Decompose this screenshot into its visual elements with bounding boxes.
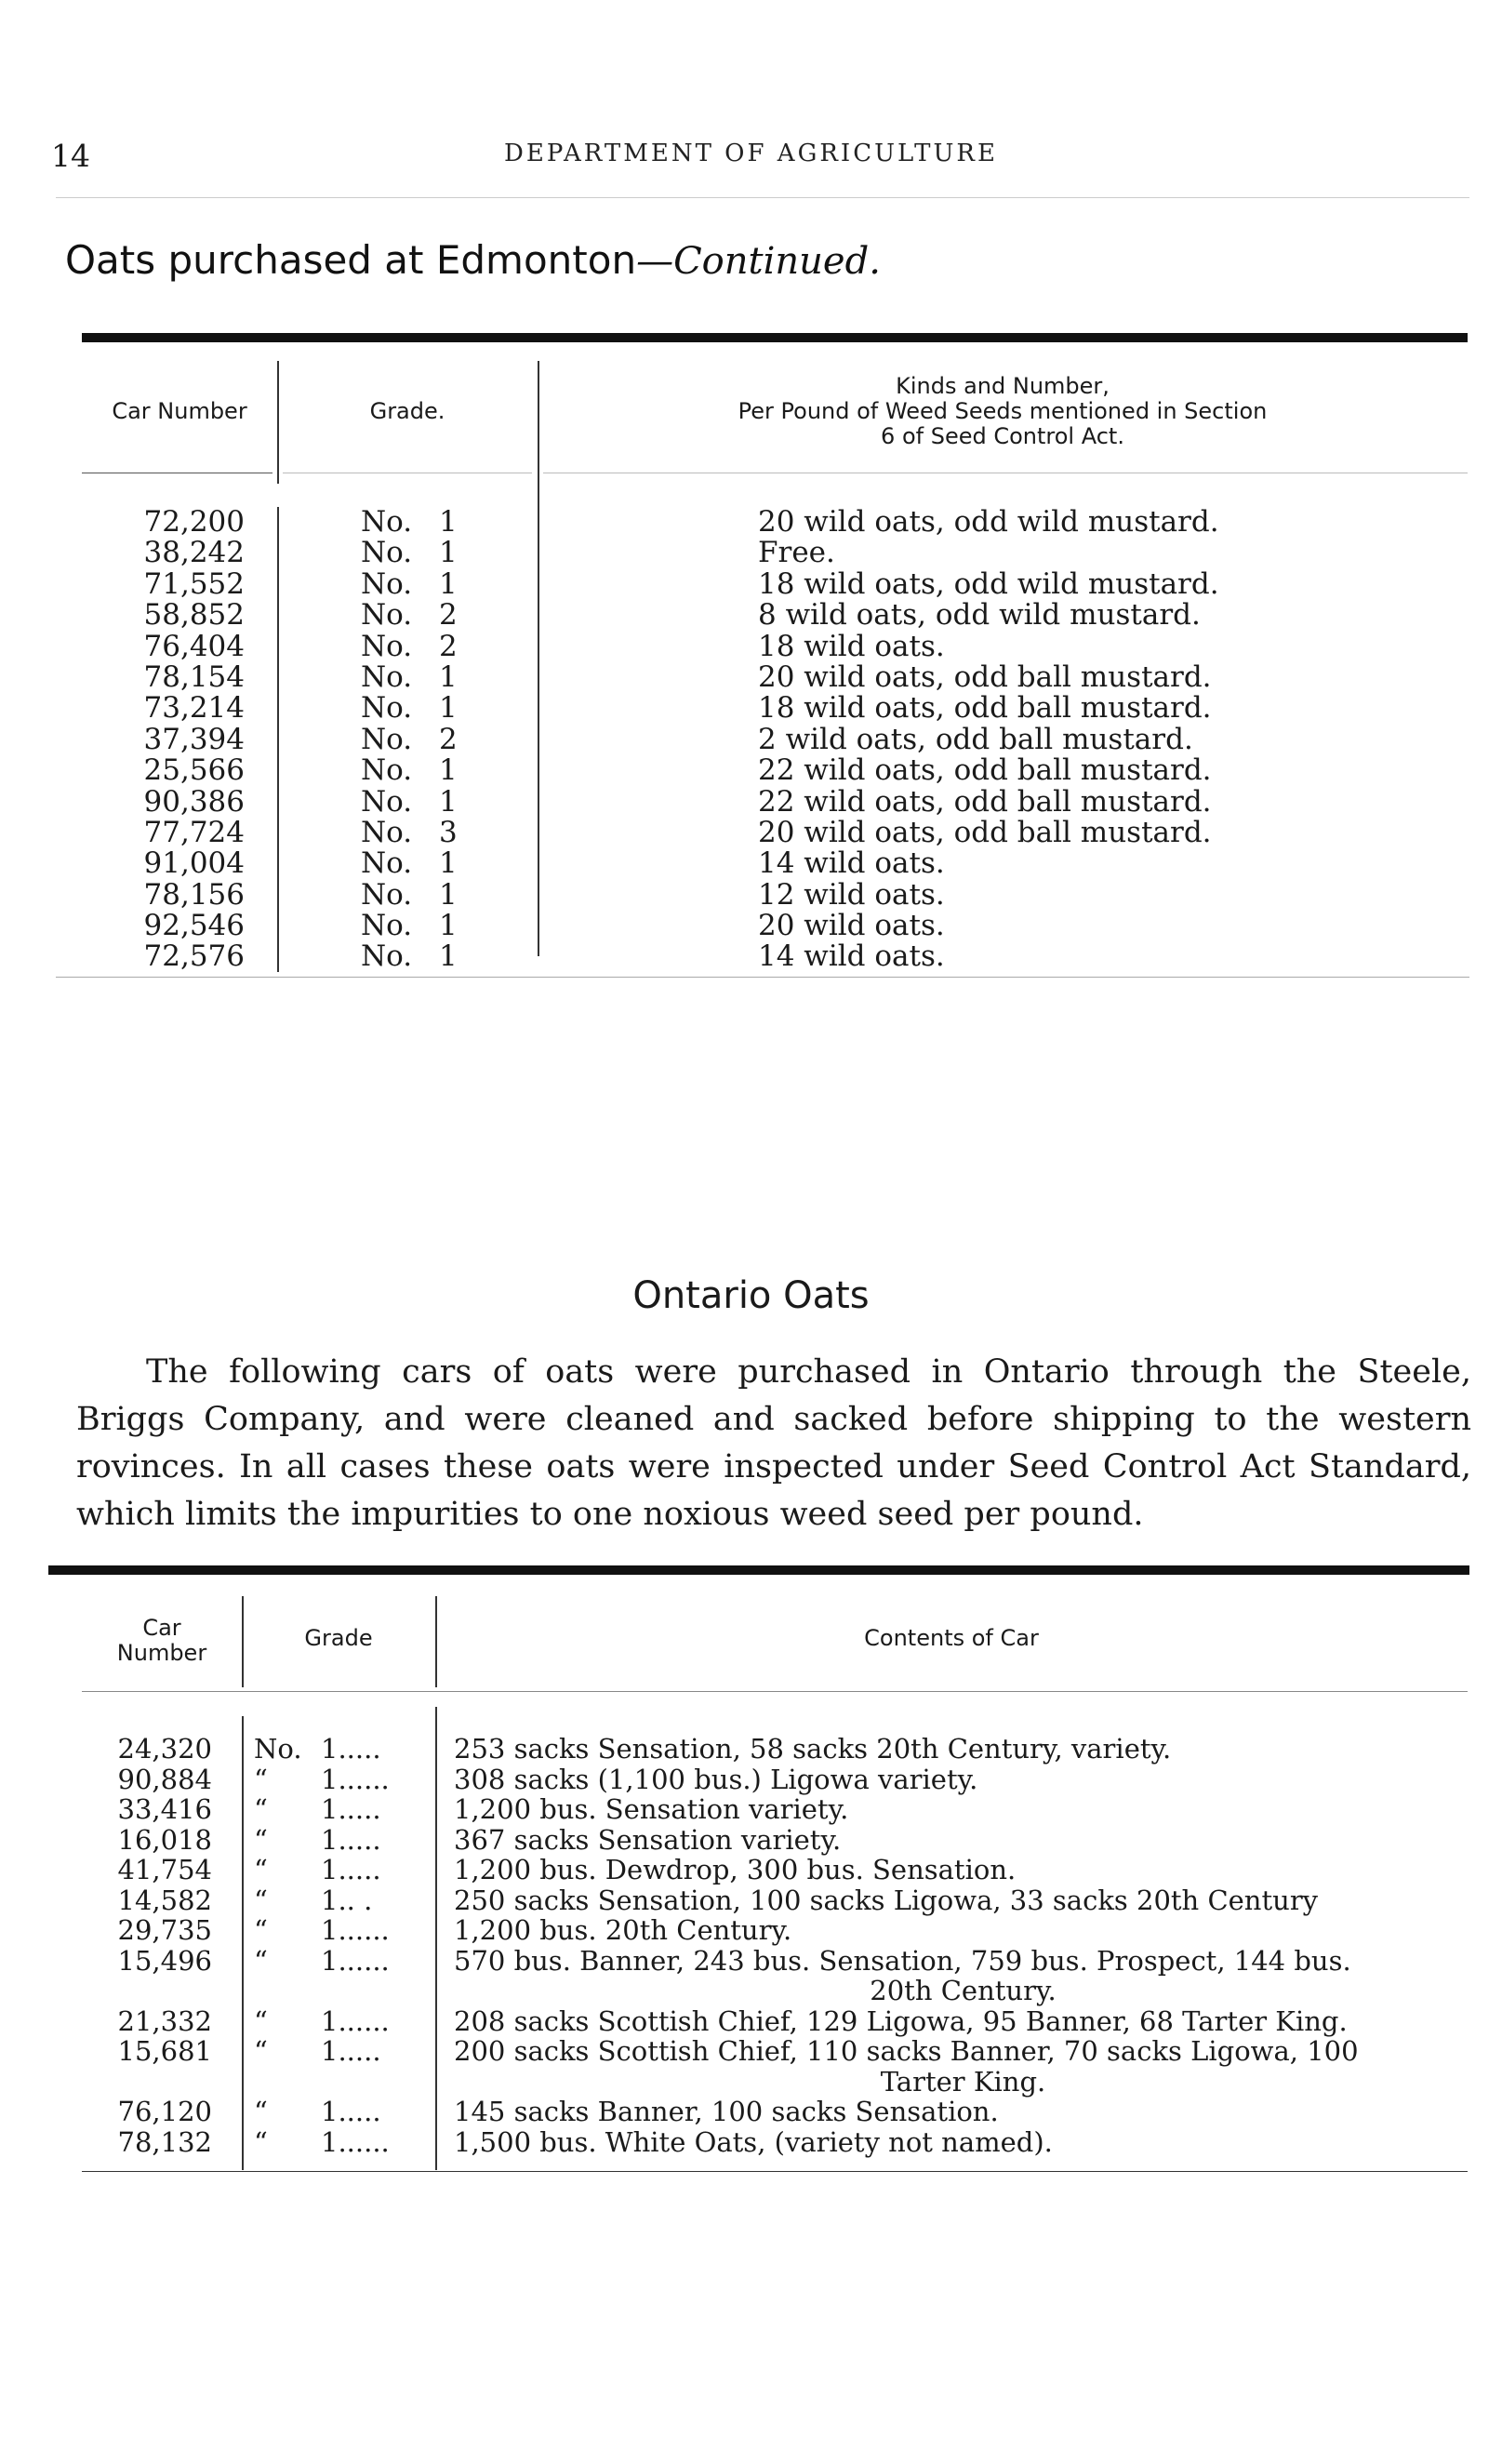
table2-row <box>0 2006 1502 2037</box>
page-number: 14 <box>51 138 90 174</box>
table1-body <box>0 507 1502 973</box>
car-number-cell: 16,018 <box>117 1823 212 1856</box>
grade-prefix-cell: No. <box>361 691 413 726</box>
table2-row <box>0 2036 1502 2097</box>
table1-row <box>0 784 1502 819</box>
grade-prefix-cell: “ <box>254 1823 268 1856</box>
table1-row <box>0 941 1502 972</box>
grade-prefix-cell: No. <box>361 536 413 570</box>
car-number-cell: 37,394 <box>143 722 245 756</box>
grade-prefix-cell: No. <box>361 629 413 663</box>
grade-cell: 1...... <box>321 1763 390 1795</box>
table1-row <box>0 566 1502 601</box>
grade-prefix-cell: No. <box>361 784 413 819</box>
weed-seeds-cell: 18 wild oats. <box>758 629 945 663</box>
grade-cell: 1 <box>439 877 458 912</box>
table2-row <box>0 1946 1502 2006</box>
table1-header-weeds-line1: Kinds and Number, <box>896 373 1110 399</box>
car-number-cell: 78,132 <box>117 2125 212 2158</box>
grade-prefix-cell: “ <box>254 1914 268 1946</box>
car-number-cell: 91,004 <box>143 846 245 881</box>
table1-row <box>0 877 1502 912</box>
contents-line: 250 sacks Sensation, 100 sacks Ligowa, 33 sacks 20th Century <box>454 1884 1319 1916</box>
grade-cell: 1 <box>439 566 458 601</box>
table1-top-rule <box>82 333 1468 342</box>
grade-prefix-cell: No. <box>361 846 413 881</box>
contents-cell <box>454 1855 1472 1885</box>
contents-cell <box>454 2006 1472 2037</box>
table2-body <box>0 1734 1502 2157</box>
table2-row <box>0 1825 1502 1856</box>
grade-cell: 1...... <box>321 2125 390 2158</box>
grade-prefix-cell: No. <box>361 659 413 694</box>
grade-cell: 1 <box>439 505 458 539</box>
grade-cell: 1..... <box>321 2035 381 2067</box>
grade-prefix-cell: “ <box>254 1793 268 1825</box>
table2-row <box>0 1915 1502 1946</box>
table1-header-weeds <box>538 374 1468 449</box>
weed-seeds-cell: 2 wild oats, odd ball mustard. <box>758 722 1193 756</box>
section-title-text: Oats purchased at Edmonton <box>65 237 637 283</box>
car-number-cell: 78,156 <box>143 877 245 912</box>
grade-cell: 1..... <box>321 2096 381 2127</box>
car-number-cell: 72,576 <box>143 939 245 974</box>
contents-line: 253 sacks Sensation, 58 sacks 20th Century, variety. <box>454 1733 1172 1765</box>
running-head: DEPARTMENT OF AGRICULTURE <box>504 140 998 167</box>
table1-row <box>0 538 1502 568</box>
grade-prefix-cell: No. <box>361 722 413 756</box>
table2-header-contents: Contents of Car <box>864 1625 1039 1651</box>
contents-line: 308 sacks (1,100 bus.) Ligowa variety. <box>454 1763 978 1795</box>
grade-cell: 1..... <box>321 1793 381 1825</box>
table1-row <box>0 815 1502 849</box>
car-number-cell: 77,724 <box>143 815 245 849</box>
car-number-cell: 92,546 <box>143 909 245 943</box>
weed-seeds-cell: 14 wild oats. <box>758 846 945 881</box>
car-number-cell: 71,552 <box>143 566 245 601</box>
table1-header-weeds-line2: Per Pound of Weed Seeds mentioned in Section <box>738 398 1268 424</box>
contents-cell <box>454 2127 1472 2158</box>
table2-bottom-rule <box>82 2171 1468 2172</box>
contents-continuation: Tarter King. <box>880 2065 1046 2098</box>
grade-prefix-cell: No. <box>361 598 413 633</box>
car-number-cell: 38,242 <box>143 536 245 570</box>
table2-row <box>0 1734 1502 1765</box>
contents-line: 1,200 bus. Dewdrop, 300 bus. Sensation. <box>454 1854 1017 1885</box>
weed-seeds-cell: Free. <box>758 536 835 570</box>
section-title-edmonton <box>65 237 881 283</box>
contents-cell <box>454 1825 1472 1856</box>
table2-header-car-line1: Car <box>142 1615 181 1641</box>
car-number-cell: 90,386 <box>143 784 245 819</box>
grade-prefix-cell: No. <box>361 877 413 912</box>
weed-seeds-cell: 18 wild oats, odd wild mustard. <box>758 566 1219 601</box>
table1-row <box>0 693 1502 724</box>
contents-cell <box>454 1915 1472 1946</box>
table1-row <box>0 911 1502 941</box>
grade-cell: 1..... <box>321 1854 381 1885</box>
grade-prefix-cell: No. <box>361 505 413 539</box>
grade-prefix-cell: “ <box>254 2125 268 2158</box>
grade-cell: 2 <box>439 722 458 756</box>
section-title-suffix: —Continued. <box>636 240 881 283</box>
car-number-cell: 58,852 <box>143 598 245 633</box>
car-number-cell: 78,154 <box>143 659 245 694</box>
weed-seeds-cell: 20 wild oats. <box>758 909 945 943</box>
table2-row <box>0 1794 1502 1825</box>
table2-header-car-line2: Number <box>116 1640 207 1666</box>
weed-seeds-cell: 20 wild oats, odd ball mustard. <box>758 659 1212 694</box>
contents-line: 208 sacks Scottish Chief, 129 Ligowa, 95 Banner, 68 Tarter King. <box>454 2004 1348 2037</box>
table1-row <box>0 755 1502 786</box>
car-number-cell: 73,214 <box>143 691 245 726</box>
weed-seeds-cell: 14 wild oats. <box>758 939 945 974</box>
grade-cell: 1 <box>439 939 458 974</box>
weed-seeds-cell: 18 wild oats, odd ball mustard. <box>758 691 1212 726</box>
grade-cell: 1 <box>439 691 458 726</box>
grade-cell: 1 <box>439 846 458 881</box>
contents-line: 1,200 bus. 20th Century. <box>454 1914 792 1946</box>
grade-prefix-cell: No. <box>361 939 413 974</box>
table1-row <box>0 659 1502 694</box>
weed-seeds-cell: 22 wild oats, odd ball mustard. <box>758 784 1212 819</box>
contents-line: 570 bus. Banner, 243 bus. Sensation, 759 bus. Prospect, 144 bus. <box>454 1944 1351 1977</box>
ontario-section-title: Ontario Oats <box>632 1274 870 1317</box>
ontario-paragraph: The following cars of oats were purchased in Ontario through the Steele, Briggs Company, and were cleaned and sacked before shipping to the western rovinces. In all cases these oats were inspected under Seed Control Act Standard, which limits the impurities to one noxious weed seed per pound. <box>76 1353 1471 1533</box>
contents-cell <box>454 1794 1472 1825</box>
contents-line: 1,200 bus. Sensation variety. <box>454 1793 849 1825</box>
grade-cell: 1 <box>439 536 458 570</box>
header-divider <box>56 197 1469 198</box>
weed-seeds-cell: 22 wild oats, odd ball mustard. <box>758 753 1212 788</box>
car-number-cell: 90,884 <box>117 1763 212 1795</box>
grade-prefix-cell: No. <box>361 753 413 788</box>
grade-cell: 2 <box>439 629 458 663</box>
car-number-cell: 25,566 <box>143 753 245 788</box>
table1-header-grade: Grade. <box>369 398 445 424</box>
contents-cell <box>454 1734 1472 1765</box>
grade-cell: 1...... <box>321 1914 390 1946</box>
table2-row <box>0 1765 1502 1795</box>
grade-prefix-cell: “ <box>254 1944 268 1977</box>
grade-cell: 1...... <box>321 1944 390 1977</box>
contents-line: 200 sacks Scottish Chief, 110 sacks Banner, 70 sacks Ligowa, 100 <box>454 2035 1359 2067</box>
table1-row <box>0 848 1502 879</box>
table2-row <box>0 2097 1502 2127</box>
car-number-cell: 14,582 <box>117 1884 212 1916</box>
car-number-cell: 76,120 <box>117 2096 212 2127</box>
grade-prefix-cell: “ <box>254 2096 268 2127</box>
weed-seeds-cell: 12 wild oats. <box>758 877 945 912</box>
car-number-cell: 72,200 <box>143 505 245 539</box>
table1-header-weeds-line3: 6 of Seed Control Act. <box>881 423 1124 449</box>
contents-cell <box>454 1765 1472 1795</box>
grade-prefix-cell: No. <box>361 815 413 849</box>
car-number-cell: 24,320 <box>117 1733 212 1765</box>
grade-prefix-cell: “ <box>254 1763 268 1795</box>
table2-header-car <box>82 1616 242 1666</box>
grade-prefix-cell: “ <box>254 1884 268 1916</box>
car-number-cell: 76,404 <box>143 629 245 663</box>
car-number-cell: 15,496 <box>117 1944 212 1977</box>
grade-cell: 1...... <box>321 2004 390 2037</box>
table2-row <box>0 1855 1502 1885</box>
table1-row <box>0 600 1502 631</box>
grade-prefix-cell: “ <box>254 2004 268 2037</box>
car-number-cell: 15,681 <box>117 2035 212 2067</box>
contents-cell <box>454 1946 1472 2006</box>
table2-row <box>0 2127 1502 2158</box>
weed-seeds-cell: 8 wild oats, odd wild mustard. <box>758 598 1201 633</box>
grade-prefix-cell: No. <box>361 566 413 601</box>
table1-bottom-rule <box>56 977 1469 978</box>
table2-row <box>0 1885 1502 1916</box>
grade-cell: 1.. . <box>321 1884 373 1916</box>
contents-cell <box>454 1885 1472 1916</box>
grade-prefix-cell: No. <box>254 1733 302 1765</box>
grade-cell: 1 <box>439 753 458 788</box>
grade-prefix-cell: No. <box>361 909 413 943</box>
car-number-cell: 21,332 <box>117 2004 212 2037</box>
weed-seeds-cell: 20 wild oats, odd ball mustard. <box>758 815 1212 849</box>
table2-header-underline <box>82 1691 1468 1692</box>
grade-prefix-cell: “ <box>254 1854 268 1885</box>
grade-cell: 3 <box>439 815 458 849</box>
contents-line: 367 sacks Sensation variety. <box>454 1823 842 1856</box>
grade-cell: 1..... <box>321 1733 381 1765</box>
contents-line: 145 sacks Banner, 100 sacks Sensation. <box>454 2096 999 2127</box>
contents-cell <box>454 2097 1472 2127</box>
car-number-cell: 33,416 <box>117 1793 212 1825</box>
contents-line: 1,500 bus. White Oats, (variety not named). <box>454 2125 1053 2158</box>
contents-continuation: 20th Century. <box>870 1975 1057 2006</box>
grade-cell: 2 <box>439 598 458 633</box>
table1-row <box>0 629 1502 663</box>
table2-header-grade: Grade <box>304 1625 373 1651</box>
car-number-cell: 41,754 <box>117 1854 212 1885</box>
grade-prefix-cell: “ <box>254 2035 268 2067</box>
contents-cell <box>454 2036 1472 2097</box>
table2-top-rule <box>48 1565 1469 1575</box>
table1-row <box>0 722 1502 756</box>
grade-cell: 1..... <box>321 1823 381 1856</box>
weed-seeds-cell: 20 wild oats, odd wild mustard. <box>758 505 1219 539</box>
table1-row <box>0 507 1502 538</box>
grade-cell: 1 <box>439 909 458 943</box>
car-number-cell: 29,735 <box>117 1914 212 1946</box>
grade-cell: 1 <box>439 659 458 694</box>
table1-header-car: Car Number <box>112 398 247 424</box>
grade-cell: 1 <box>439 784 458 819</box>
